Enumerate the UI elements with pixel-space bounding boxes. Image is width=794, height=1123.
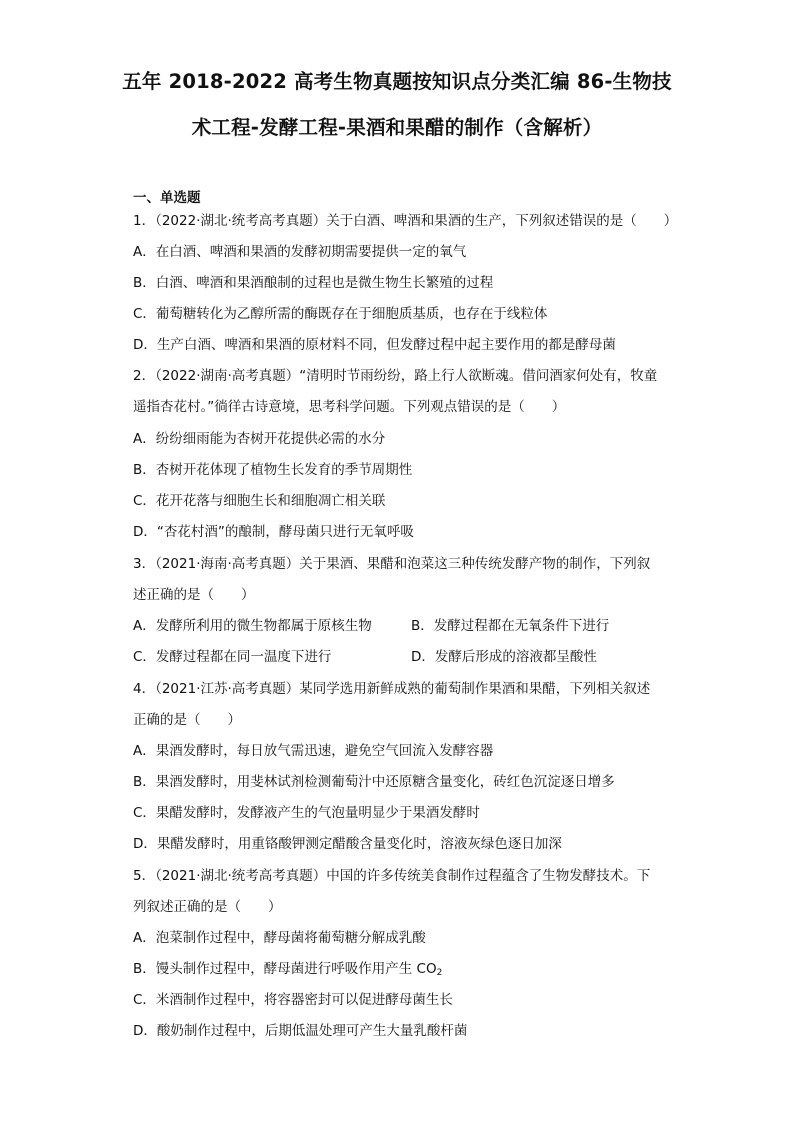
- q5-option-b-text: B．馒头制作过程中，酵母菌进行呼吸作用产生 CO: [133, 961, 437, 977]
- q3-option-d: D．发酵后形成的溶液都呈酸性: [411, 649, 597, 665]
- q1-option-c: C．葡萄糖转化为乙醇所需的酶既存在于细胞质基质，也存在于线粒体: [133, 306, 548, 322]
- q4-stem-line-2: 正确的是（ ）: [133, 712, 241, 728]
- q3-option-a: A．发酵所利用的微生物都属于原核生物: [133, 618, 372, 634]
- q2-option-d: D．“杏花村酒”的酿制，酵母菌只进行无氧呼吸: [133, 524, 414, 540]
- q4-stem-line-1: 4．（2021·江苏·高考真题）某同学选用新鲜成熟的葡萄制作果酒和果醋，下列相关叙述: [133, 681, 651, 697]
- q5-option-b-subscript: 2: [436, 968, 443, 978]
- q5-stem-line-1: 5．（2021·湖北·统考高考真题）中国的许多传统美食制作过程蕴含了生物发酵技术。下: [133, 868, 651, 884]
- q5-option-c: C．米酒制作过程中，将容器密封可以促进酵母菌生长: [133, 992, 453, 1008]
- q4-option-c: C．果醋发酵时，发酵液产生的气泡量明显少于果酒发酵时: [133, 805, 480, 821]
- document-title-line-2: 术工程-发酵工程-果酒和果醋的制作（含解析）: [191, 116, 603, 139]
- q2-stem-line-2: 遥指杏花村。”徜徉古诗意境，思考科学问题。下列观点错误的是（ ）: [133, 399, 566, 415]
- q1-option-b: B．白酒、啤酒和果酒酿制的过程也是微生物生长繁殖的过程: [133, 275, 494, 291]
- q4-option-d: D．果醋发酵时，用重铬酸钾测定醋酸含量变化时，溶液灰绿色逐日加深: [133, 836, 562, 852]
- q5-stem-line-2: 列叙述正确的是（ ）: [133, 899, 282, 915]
- q2-option-b: B．杏树开花体现了植物生长发育的季节周期性: [133, 462, 413, 478]
- q3-stem-line-1: 3．（2021·海南·高考真题）关于果酒、果醋和泡菜这三种传统发酵产物的制作，下列叙: [133, 556, 651, 572]
- document-title-line-1: 五年 2018-2022 高考生物真题按知识点分类汇编 86-生物技: [122, 70, 672, 93]
- q1-option-a: A．在白酒、啤酒和果酒的发酵初期需要提供一定的氧气: [133, 244, 467, 260]
- q4-option-b: B．果酒发酵时，用斐林试剂检测葡萄汁中还原糖含量变化，砖红色沉淀逐日增多: [133, 774, 615, 790]
- q3-stem-line-2: 述正确的是（ ）: [133, 587, 255, 603]
- q2-stem-line-1: 2．（2022·湖南·高考真题）“清明时节雨纷纷，路上行人欲断魂。借问酒家何处有，牧童: [133, 368, 658, 384]
- q2-option-a: A．纷纷细雨能为杏树开花提供必需的水分: [133, 431, 386, 447]
- q5-option-a: A．泡菜制作过程中，酵母菌将葡萄糖分解成乳酸: [133, 930, 426, 946]
- q5-option-b: [133, 960, 442, 982]
- q3-option-b: B．发酵过程都在无氧条件下进行: [411, 618, 610, 634]
- q1-stem: 1．（2022·湖北·统考高考真题）关于白酒、啤酒和果酒的生产，下列叙述错误的是（ ）: [133, 213, 678, 229]
- q1-option-d: D．生产白酒、啤酒和果酒的原材料不同，但发酵过程中起主要作用的都是酵母菌: [133, 337, 616, 353]
- q5-option-d: D．酸奶制作过程中，后期低温处理可产生大量乳酸杆菌: [133, 1023, 468, 1039]
- q4-option-a: A．果酒发酵时，每日放气需迅速，避免空气回流入发酵容器: [133, 743, 494, 759]
- q3-option-c: C．发酵过程都在同一温度下进行: [133, 649, 332, 665]
- q2-option-c: C．花开花落与细胞生长和细胞凋亡相关联: [133, 493, 386, 509]
- section-heading: 一、单选题: [133, 190, 201, 206]
